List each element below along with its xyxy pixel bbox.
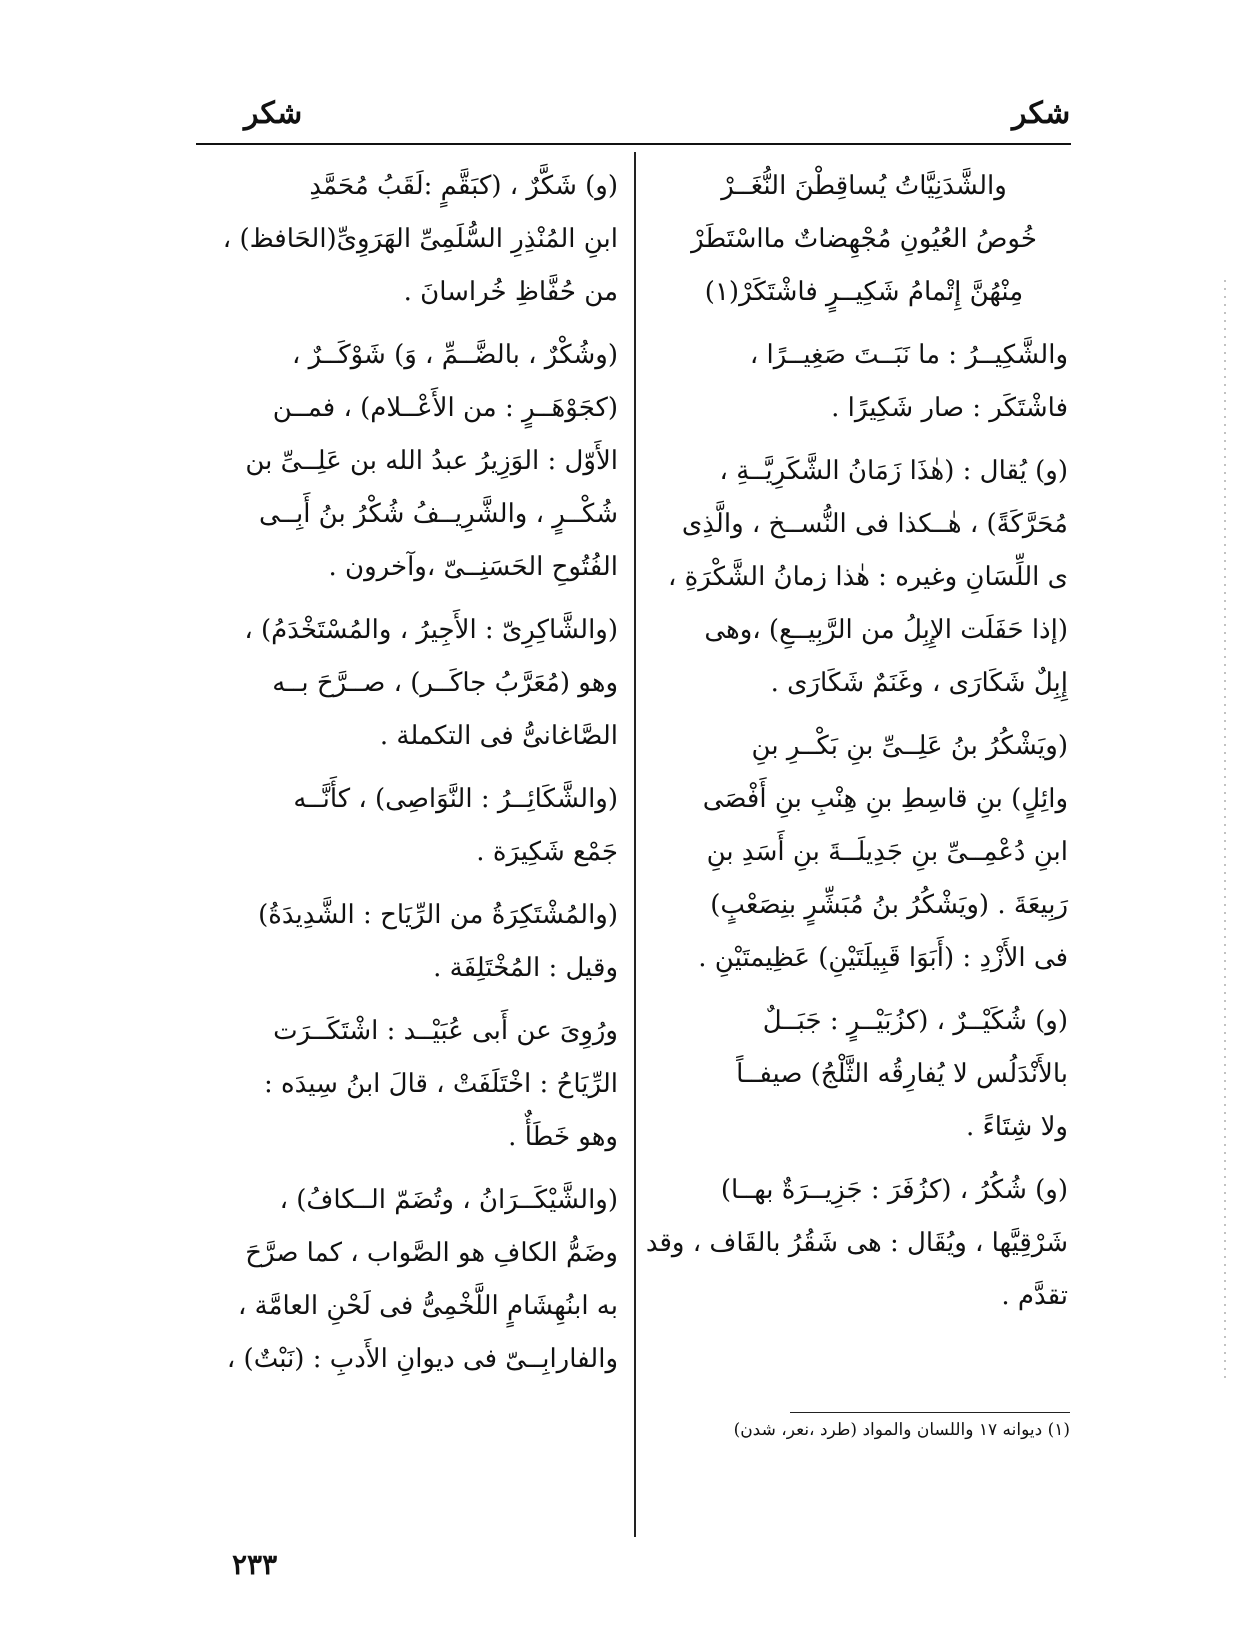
text-line: ابنِ المُنْذِرِ السُّلَمِىِّ الهَرَوِىِّ(الحَافظ) ، [222,224,618,254]
text-line: شَرْقِيَّها ، ويُقَال : هى شَقُرُ بالقَاف ، وقد [645,1228,1068,1258]
text-line: شُكْــرٍ ، والشَّرِيــفُ شُكْرُ بنُ أَبِــى [259,499,618,529]
verse-line: والشَّدَنِيَّاتُ يُساقِطْنَ النُّغَــرْ [721,171,1007,201]
text-line: جَمْع شَكِيرَة . [476,837,618,867]
text-line: (والمُشْتَكِرَةُ من الرِّيَاح : الشَّدِيدَةُ) [258,900,618,930]
text-line: والشَّكِيــرُ : ما نَبَــتَ صَغِيــرًا ، [749,340,1068,370]
text-line: وائِلٍ) بنِ قاسِطِ بنِ هِنْبِ بنِ أَفْصَى [702,784,1068,814]
text-line: ولا شِتَاءً . [966,1112,1068,1142]
left-text-column [190,160,618,1386]
text-line: فى الأَزْدِ : (أَبَوَا قَبِيلَتَيْنِ) عَظِيمتَيْنِ . [698,943,1068,973]
text-line: الصَّاغانىُّ فى التكملة . [379,721,618,751]
text-line: وهو (مُعَرَّبُ جاكَــر) ، صــرَّحَ بــه [272,668,618,698]
text-line: تقدَّم . [1001,1281,1068,1311]
text-line: فاشْتَكَر : صار شَكِيرًا . [831,393,1068,423]
text-line: (ويَشْكُرُ بنُ عَلِــىِّ بنِ بَكْــرِ بنِ [751,731,1068,761]
text-line: (والشَّاكِرِىّ : الأَجِيرُ ، والمُسْتَخْدَمُ) ، [244,615,618,645]
verse-line: خُوصُ العُيُونِ مُجْهِضاتٌ مااسْتَطَرْ [691,224,1037,254]
text-line: الأَوّل : الوَزِيرُ عبدُ الله بن عَلِــىِّ بن [245,446,618,476]
text-line: بالأَنْدَلُس لا يُفارِقُه الثَّلْجُ) صيفــاً [736,1059,1068,1089]
text-line: رَبِيعَةَ . (ويَشْكُرُ بنُ مُبَشِّرٍ بنِصَعْبٍ) [710,890,1068,920]
scan-margin-artifact [1224,280,1226,1380]
text-line: (والشَّيْكَــرَانُ ، وتُضَمّ الــكافُ) ، [279,1185,618,1215]
text-line: الفُتُوحِ الحَسَنِــىّ ،وآخرون . [328,552,618,582]
text-line: والفارابِــىّ فى ديوانِ الأَدبِ : (نَبْتٌ) ، [226,1344,618,1374]
page-number: ٢٣٣ [232,1548,278,1581]
text-line: (كجَوْهَــرٍ : من الأَعْــلام) ، فمــن [272,393,618,423]
running-header-right: شكر [1012,96,1071,131]
text-line: (و) شُكَيْــرٌ ، (كزُبَيْــرٍ : جَبَــلٌ [762,1006,1068,1036]
footnote-rule [790,1412,1070,1413]
text-line: ابنِ دُعْمِــىِّ بنِ جَدِيلَــةَ بنِ أَسَدِ بنِ [706,837,1068,867]
text-line: ورُوِىَ عن أَبى عُبَيْــد : اشْتَكَــرَت [273,1016,618,1046]
text-line: (و) يُقال : (هٰذَا زَمَانُ الشَّكَرِيَّــةِ ، [719,456,1068,486]
text-line: (وشُكْرٌ ، بالضَّــمِّ ، وَ) شَوْكَــرٌ ، [292,340,618,370]
text-line: (و) شَكَّرٌ ، (كبَقَّمٍ :لَقَبُ مُحَمَّدِ [309,171,618,201]
text-line: (و) شُكُرُ ، (كزُفَرَ : جَزِيــرَةٌ بهــا) [720,1175,1068,1205]
verse-line: مِنْهُنَّ إِتْمامُ شَكِيــرٍ فاشْتَكَرْ(١) [704,277,1024,307]
right-text-column [645,160,1068,1323]
text-line: وقيل : المُخْتَلِفَة . [433,953,618,983]
text-line: إِبِلٌ شَكَارَى ، وغَنَمٌ شَكَارَى . [770,668,1068,698]
running-header-left: شكر [244,96,303,131]
header-rule [196,143,1071,145]
text-line: به ابنُهِشَامٍ اللَّخْمِىُّ فى لَحْنِ العامَّة ، [238,1291,618,1321]
text-line: من حُفَّاظِ خُراسانَ . [403,277,618,307]
text-line: ى اللِّسَانِ وغيره : هٰذا زمانُ الشَّكْرَةِ ، [667,562,1068,592]
text-line: وهو خَطَأٌ . [508,1122,618,1152]
column-divider [634,152,636,1537]
text-line: مُحَرَّكَةً) ، هٰــكذا فى النُّســخ ، والَّذِى [681,509,1068,539]
text-line: (إذا حَفَلَت الإِبِلُ من الرَّبِيــعِ) ،وهى [704,615,1068,645]
text-line: (والشَّكَائِــرُ : النَّوَاصِى) ، كأَنَّــه [293,784,618,814]
text-line: وضَمُّ الكافِ هو الصَّواب ، كما صرَّحَ [245,1238,618,1268]
text-line: الرِّيَاحُ : اخْتَلَفَتْ ، قالَ ابنُ سِيدَه : [263,1069,618,1099]
footnote: (١) ديوانه ١٧ واللسان والمواد (طرد ،نعر، شدن) [733,1420,1070,1440]
